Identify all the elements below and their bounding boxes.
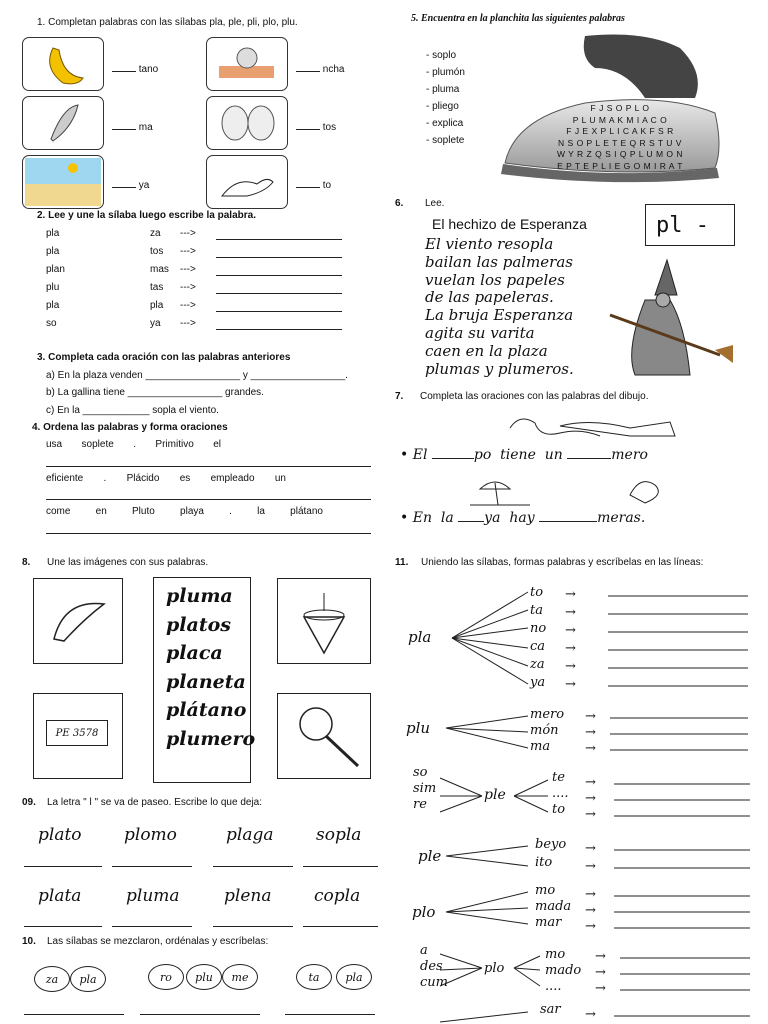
g2-endings: mero món ma	[530, 707, 565, 754]
root-plo: plo	[412, 903, 436, 921]
s1-item-1: tano	[112, 64, 158, 75]
banana-drawing	[33, 578, 123, 664]
svg-text:→: →	[585, 859, 596, 874]
story-title: El hechizo de Esperanza	[432, 216, 587, 232]
s9-word-5: plata	[38, 886, 82, 906]
svg-text:→: →	[565, 587, 576, 602]
word-placa[interactable]: placa	[166, 642, 223, 664]
svg-text:→: →	[595, 949, 606, 964]
svg-text:→: →	[595, 981, 606, 996]
svg-text:→: →	[585, 807, 596, 822]
s4-row-1: usa soplete . Primitivo el	[46, 439, 221, 450]
svg-text:→: →	[565, 623, 576, 638]
s9-line-1[interactable]	[24, 866, 102, 867]
s9-word-8: copla	[314, 886, 361, 906]
svg-text:→: →	[585, 841, 596, 856]
word-box	[153, 577, 256, 783]
syllable-tree	[400, 578, 768, 1024]
s8-title: Une las imágenes con sus palabras.	[47, 557, 209, 568]
svg-text:→: →	[585, 1007, 596, 1022]
s10-title: Las sílabas se mezclaron, ordénalas y escríbelas:	[47, 936, 269, 947]
svg-text:→: →	[585, 903, 596, 918]
beach-umbrella-image	[470, 475, 670, 511]
s9-line-6[interactable]	[112, 926, 192, 927]
s9-line-7[interactable]	[213, 926, 293, 927]
word-platano[interactable]: plátano	[166, 699, 247, 721]
syllable-za: za	[34, 966, 70, 992]
s10-line-2[interactable]	[140, 1014, 260, 1015]
s2-title: 2. Lee y une la sílaba luego escribe la palabra.	[37, 210, 256, 221]
svg-text:→: →	[585, 741, 596, 756]
s3-line-a: a) En la plaza venden _________________ y _________________.	[46, 370, 348, 381]
s4-answer-line-3[interactable]	[46, 533, 371, 534]
word-pluma[interactable]: pluma	[166, 585, 233, 607]
s6-title: Lee.	[425, 198, 445, 209]
s11-title: Uniendo las sílabas, formas palabras y escríbelas en las líneas:	[421, 557, 704, 568]
license-plate: PE 3578	[46, 720, 108, 746]
s9-line-4[interactable]	[303, 866, 378, 867]
root-plu: plu	[406, 719, 431, 737]
word-planeta[interactable]: planeta	[166, 670, 246, 693]
svg-text:→: →	[585, 919, 596, 934]
s9-line-5[interactable]	[24, 926, 102, 927]
s9-title: La letra " l " se va de paseo. Escribe lo que deja:	[47, 797, 263, 808]
root-ple-2: ple	[418, 847, 442, 865]
word-search-grid: F J S O P L O P L U M A K M I A C O F J E X P L I C A K F S R N S O P L E T E Q R S T U V W Y R Z Q S I Q P L U M O N E P T E P L I E G O M I R A T	[556, 103, 684, 171]
svg-text:→: →	[595, 965, 606, 980]
s9-line-2[interactable]	[112, 866, 192, 867]
g3-prefixes: so sim re	[413, 765, 437, 812]
s7-sentence-2: • En la ya hay meras.	[400, 510, 646, 526]
octopus-duster-image	[500, 408, 680, 448]
s9-word-2: plomo	[124, 825, 177, 845]
s9-line-3[interactable]	[213, 866, 293, 867]
s5-word-list: - soplo - plumón - pluma - pliego - explica - soplete	[426, 50, 465, 146]
dog-image	[206, 155, 288, 209]
svg-text:→: →	[565, 659, 576, 674]
banana-image	[22, 37, 104, 91]
s9-line-8[interactable]	[303, 926, 378, 927]
s9-word-6: pluma	[126, 886, 180, 906]
svg-text:→: →	[585, 791, 596, 806]
syllable-plu: plu	[186, 964, 222, 990]
witch-image	[605, 255, 735, 385]
root-pla: pla	[408, 628, 432, 646]
s7-num: 7.	[395, 391, 404, 402]
g4-endings: beyo ito	[535, 837, 567, 870]
spinning-top-drawing	[277, 578, 371, 664]
plate-drawing	[33, 693, 123, 779]
s4-row-3: come en Pluto playa . la plátano	[46, 506, 323, 517]
g6-endings: mo mado ....	[545, 947, 582, 994]
syllable-ro: ro	[148, 964, 184, 990]
s9-word-1: plato	[38, 825, 82, 845]
s1-item-3: ma	[112, 122, 153, 133]
s1-item-2: ncha	[296, 64, 344, 75]
s6-num: 6.	[395, 198, 404, 209]
word-plumero[interactable]: plumero	[166, 727, 256, 750]
syllable-me: me	[222, 964, 258, 990]
root-plo-2: plo	[484, 961, 505, 976]
svg-text:→: →	[565, 677, 576, 692]
syllable-pla: pla	[70, 966, 106, 992]
feather-image	[22, 96, 104, 150]
g6-prefixes: a des cum	[420, 943, 448, 990]
s10-num: 10.	[22, 936, 36, 947]
s9-word-4: sopla	[316, 825, 362, 845]
s4-title: 4. Ordena las palabras y forma oraciones	[32, 422, 228, 433]
syllable-ta: ta	[296, 964, 332, 990]
s10-line-1[interactable]	[24, 1014, 124, 1015]
svg-text:→: →	[585, 709, 596, 724]
s5-title: 5. Encuentra en la planchita las siguientes palabras	[411, 13, 625, 24]
s3-title: 3. Completa cada oración con las palabras anteriores	[37, 352, 291, 363]
g7-ending: sar	[540, 1002, 561, 1017]
svg-text:→: →	[565, 641, 576, 656]
word-platos[interactable]: platos	[166, 613, 231, 636]
s4-answer-line-2[interactable]	[46, 499, 371, 500]
s1-title: 1. Completan palabras con las sílabas pla, ple, pli, plo, plu.	[37, 17, 298, 28]
svg-text:→: →	[585, 725, 596, 740]
s1-item-5: ya	[112, 180, 149, 191]
beach-image	[22, 155, 104, 209]
s9-word-3: plaga	[226, 825, 274, 845]
plates-image	[206, 96, 288, 150]
s3-line-c: c) En la ____________ sopla el viento.	[46, 405, 219, 416]
g1-endings: to ta no ca za ya	[530, 585, 547, 690]
s1-item-6: to	[296, 180, 331, 191]
story-text: El viento resopla bailan las palmeras vuelan los papeles de las papeleras. La bruja Esperanza agita su varita caen en la plaza plumas y plumeros.	[425, 235, 574, 378]
plancha-image	[206, 37, 288, 91]
g3-endings: te .... to	[552, 770, 569, 817]
s7-sentence-1: • El po tiene un mero	[400, 447, 648, 463]
s2-rows: pla za ---> pla tos ---> plan mas ---> plu tas ---> pla pla ---> so ya --->	[46, 228, 356, 336]
s4-row-2: eficiente . Plácido es empleado un	[46, 473, 286, 484]
s4-answer-line-1[interactable]	[46, 466, 371, 467]
s1-item-4: tos	[296, 122, 336, 133]
s9-word-7: plena	[224, 886, 272, 906]
g5-endings: mo mada mar	[535, 883, 572, 930]
s8-num: 8.	[22, 557, 31, 568]
svg-text:→: →	[585, 775, 596, 790]
svg-text:→: →	[585, 887, 596, 902]
feather-duster-drawing	[277, 693, 371, 779]
s9-num: 09.	[22, 797, 36, 808]
s11-num: 11.	[395, 557, 409, 568]
s3-line-b: b) La gallina tiene _________________ grandes.	[46, 387, 264, 398]
pl-box: pl -	[645, 204, 735, 246]
s10-line-3[interactable]	[285, 1014, 375, 1015]
syllable-pla-2: pla	[336, 964, 372, 990]
svg-text:→: →	[565, 605, 576, 620]
root-ple: ple	[484, 787, 506, 803]
s7-title: Completa las oraciones con las palabras del dibujo.	[420, 391, 649, 402]
